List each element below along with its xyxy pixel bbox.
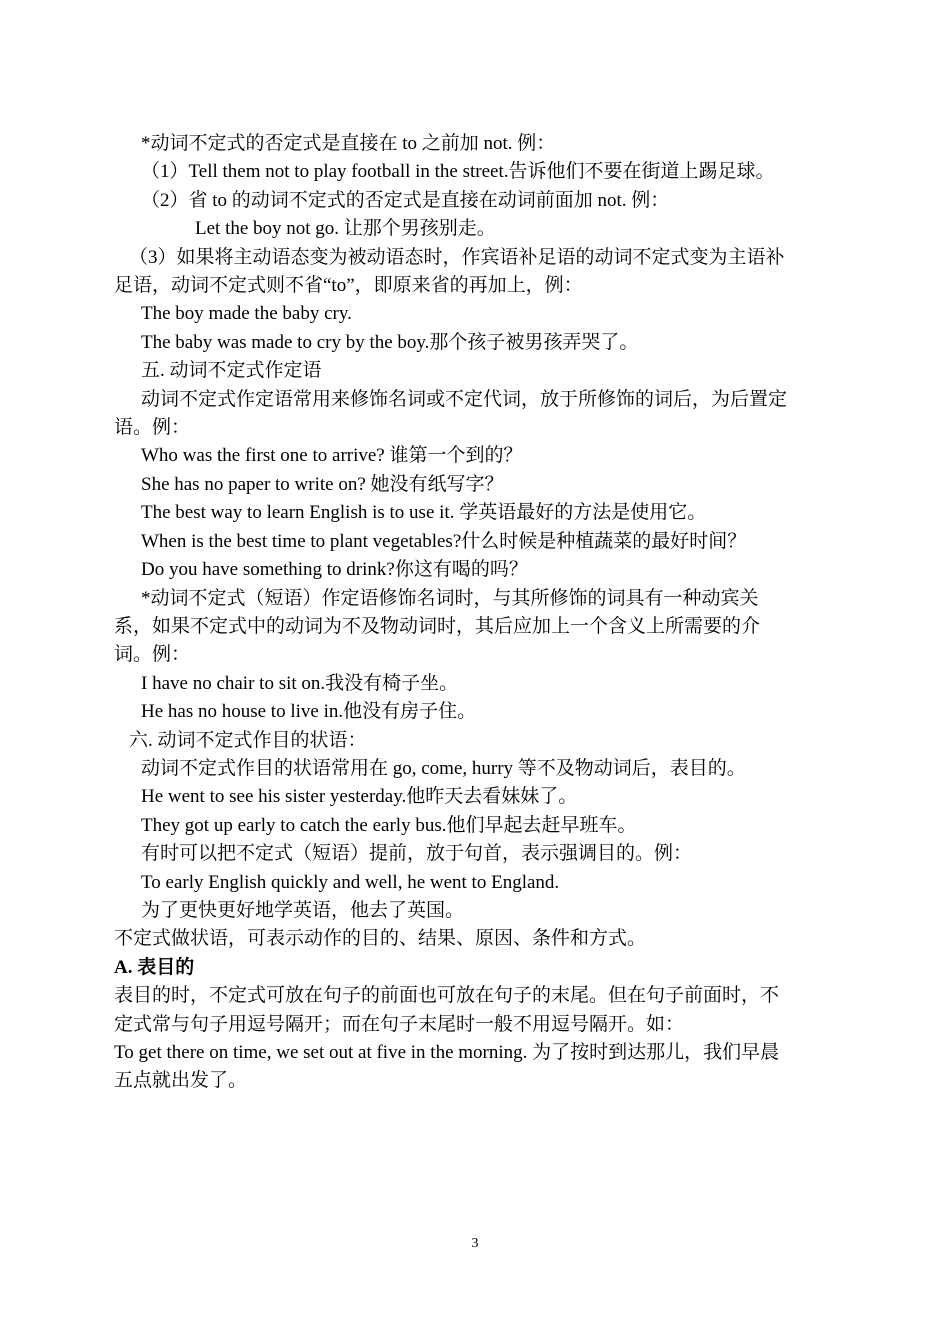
paragraph: （2）省 to 的动词不定式的否定式是直接在动词前面加 not. 例： (141, 189, 670, 211)
paragraph: 表目的时，不定式可放在句子的前面也可放在句子的末尾。但在句子前面时，不定式常与句子用逗号隔开；而在句子末尾时一般不用逗号隔开。如： (114, 985, 780, 1035)
paragraph: The baby was made to cry by the boy.那个孩子被男孩弄哭了。 (141, 331, 639, 353)
page-number: 3 (471, 1236, 479, 1251)
paragraph: When is the best time to plant vegetables?什么时候是种植蔬菜的最好时间？ (141, 530, 747, 552)
paragraph: To early English quickly and well, he went to England. (141, 871, 560, 893)
paragraph: They got up early to catch the early bus.他们早起去赶早班车。 (141, 814, 637, 836)
paragraph: I have no chair to sit on.我没有椅子坐。 (141, 672, 459, 694)
document-body (114, 130, 794, 1096)
paragraph: 动词不定式作定语常用来修饰名词或不定代词，放于所修饰的词后，为后置定语。例： (114, 388, 788, 439)
paragraph: To get there on time, we set out at five in the morning. 为了按时到达那儿，我们早晨五点就出发了。 (114, 1042, 780, 1092)
paragraph: The best way to learn English is to use it. 学英语最好的方法是使用它。 (141, 502, 707, 524)
paragraph: He went to see his sister yesterday.他昨天去看妹妹了。 (141, 786, 578, 808)
paragraph: Do you have something to drink?你这有喝的吗？ (141, 559, 528, 581)
paragraph: Who was the first one to arrive? 谁第一个到的？ (141, 445, 523, 467)
paragraph: She has no paper to write on? 她没有纸写字？ (141, 473, 504, 495)
paragraph: *动词不定式（短语）作定语修饰名词时，与其所修饰的词具有一种动宾关系，如果不定式中的动词为不及物动词时，其后应加上一个含义上所需要的介词。例： (114, 587, 761, 666)
section-heading: 五. 动词不定式作定语 (141, 360, 322, 382)
paragraph: （1）Tell them not to play football in the street.告诉他们不要在街道上踢足球。 (141, 161, 775, 183)
paragraph: 为了更快更好地学英语，他去了英国。 (141, 899, 465, 921)
paragraph: 动词不定式作目的状语常用在 go, come, hurry 等不及物动词后，表目的。 (141, 757, 746, 779)
paragraph: Let the boy not go. 让那个男孩别走。 (195, 218, 496, 240)
paragraph: 有时可以把不定式（短语）提前，放于句首，表示强调目的。例： (141, 843, 693, 865)
section-heading: 六. 动词不定式作目的状语： (129, 729, 367, 751)
paragraph: The boy made the baby cry. (141, 303, 352, 325)
paragraph: He has no house to live in.他没有房子住。 (141, 701, 477, 723)
subsection-heading: A. 表目的 (114, 956, 195, 978)
paragraph: *动词不定式的否定式是直接在 to 之前加 not. 例： (141, 133, 556, 154)
paragraph: （3）如果将主动语态变为被动语态时，作宾语补足语的动词不定式变为主语补足语，动词不定式则不省“to”，即原来省的再加上，例： (114, 246, 785, 297)
paragraph: 不定式做状语，可表示动作的目的、结果、原因、条件和方式。 (114, 928, 647, 950)
